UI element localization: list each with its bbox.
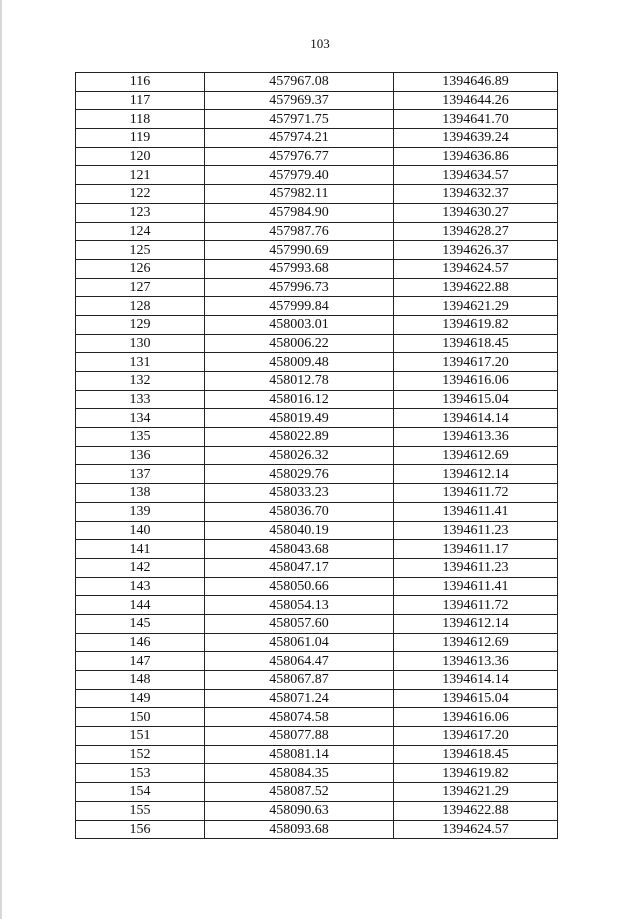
x-coordinate-cell: 458009.48 (205, 353, 394, 372)
y-coordinate-cell: 1394611.41 (394, 502, 558, 521)
table-row (76, 353, 558, 372)
y-coordinate-cell: 1394644.26 (394, 91, 558, 110)
x-coordinate-cell: 457974.21 (205, 129, 394, 148)
table-row (76, 614, 558, 633)
table-row (76, 334, 558, 353)
y-coordinate-cell: 1394636.86 (394, 147, 558, 166)
x-coordinate-cell: 457982.11 (205, 185, 394, 204)
point-number-cell: 156 (76, 820, 205, 839)
table-row (76, 409, 558, 428)
point-number-cell: 149 (76, 689, 205, 708)
point-number-cell: 132 (76, 372, 205, 391)
y-coordinate-cell: 1394646.89 (394, 73, 558, 92)
point-number-cell: 128 (76, 297, 205, 316)
table-row (76, 203, 558, 222)
x-coordinate-cell: 458050.66 (205, 577, 394, 596)
x-coordinate-cell: 458016.12 (205, 390, 394, 409)
point-number-cell: 140 (76, 521, 205, 540)
table-row (76, 110, 558, 129)
point-number-cell: 136 (76, 446, 205, 465)
y-coordinate-cell: 1394612.14 (394, 465, 558, 484)
y-coordinate-cell: 1394619.82 (394, 315, 558, 334)
point-number-cell: 154 (76, 783, 205, 802)
table-row (76, 484, 558, 503)
table-row (76, 540, 558, 559)
table-row (76, 147, 558, 166)
table-row (76, 596, 558, 615)
table-row (76, 521, 558, 540)
point-number-cell: 145 (76, 614, 205, 633)
point-number-cell: 119 (76, 129, 205, 148)
point-number-cell: 121 (76, 166, 205, 185)
y-coordinate-cell: 1394617.20 (394, 353, 558, 372)
y-coordinate-cell: 1394624.57 (394, 820, 558, 839)
point-number-cell: 120 (76, 147, 205, 166)
x-coordinate-cell: 458026.32 (205, 446, 394, 465)
point-number-cell: 133 (76, 390, 205, 409)
x-coordinate-cell: 458022.89 (205, 428, 394, 447)
x-coordinate-cell: 457969.37 (205, 91, 394, 110)
table-row (76, 166, 558, 185)
table-row (76, 241, 558, 260)
y-coordinate-cell: 1394628.27 (394, 222, 558, 241)
x-coordinate-cell: 458047.17 (205, 558, 394, 577)
y-coordinate-cell: 1394639.24 (394, 129, 558, 148)
y-coordinate-cell: 1394611.17 (394, 540, 558, 559)
x-coordinate-cell: 458087.52 (205, 783, 394, 802)
x-coordinate-cell: 458081.14 (205, 745, 394, 764)
y-coordinate-cell: 1394617.20 (394, 727, 558, 746)
point-number-cell: 152 (76, 745, 205, 764)
x-coordinate-cell: 458019.49 (205, 409, 394, 428)
point-number-cell: 134 (76, 409, 205, 428)
point-number-cell: 126 (76, 259, 205, 278)
x-coordinate-cell: 458074.58 (205, 708, 394, 727)
y-coordinate-cell: 1394612.69 (394, 633, 558, 652)
table-row (76, 129, 558, 148)
point-number-cell: 135 (76, 428, 205, 447)
x-coordinate-cell: 458071.24 (205, 689, 394, 708)
x-coordinate-cell: 458064.47 (205, 652, 394, 671)
y-coordinate-cell: 1394618.45 (394, 745, 558, 764)
x-coordinate-cell: 458006.22 (205, 334, 394, 353)
point-number-cell: 118 (76, 110, 205, 129)
y-coordinate-cell: 1394611.23 (394, 558, 558, 577)
table-row (76, 671, 558, 690)
table-row (76, 502, 558, 521)
y-coordinate-cell: 1394630.27 (394, 203, 558, 222)
table-row (76, 185, 558, 204)
x-coordinate-cell: 457967.08 (205, 73, 394, 92)
x-coordinate-cell: 458033.23 (205, 484, 394, 503)
x-coordinate-cell: 458093.68 (205, 820, 394, 839)
table-row (76, 801, 558, 820)
point-number-cell: 144 (76, 596, 205, 615)
table-row (76, 745, 558, 764)
y-coordinate-cell: 1394621.29 (394, 297, 558, 316)
x-coordinate-cell: 457993.68 (205, 259, 394, 278)
y-coordinate-cell: 1394622.88 (394, 801, 558, 820)
x-coordinate-cell: 457976.77 (205, 147, 394, 166)
point-number-cell: 139 (76, 502, 205, 521)
y-coordinate-cell: 1394621.29 (394, 783, 558, 802)
point-number-cell: 116 (76, 73, 205, 92)
table-row (76, 577, 558, 596)
table-row (76, 259, 558, 278)
y-coordinate-cell: 1394613.36 (394, 652, 558, 671)
y-coordinate-cell: 1394615.04 (394, 689, 558, 708)
point-number-cell: 141 (76, 540, 205, 559)
table-row (76, 465, 558, 484)
point-number-cell: 129 (76, 315, 205, 334)
point-number-cell: 124 (76, 222, 205, 241)
x-coordinate-cell: 457996.73 (205, 278, 394, 297)
x-coordinate-cell: 457990.69 (205, 241, 394, 260)
y-coordinate-cell: 1394634.57 (394, 166, 558, 185)
y-coordinate-cell: 1394622.88 (394, 278, 558, 297)
x-coordinate-cell: 458012.78 (205, 372, 394, 391)
y-coordinate-cell: 1394611.72 (394, 596, 558, 615)
x-coordinate-cell: 458029.76 (205, 465, 394, 484)
x-coordinate-cell: 458043.68 (205, 540, 394, 559)
table-row (76, 652, 558, 671)
x-coordinate-cell: 458084.35 (205, 764, 394, 783)
x-coordinate-cell: 458036.70 (205, 502, 394, 521)
point-number-cell: 125 (76, 241, 205, 260)
x-coordinate-cell: 458003.01 (205, 315, 394, 334)
table-row (76, 446, 558, 465)
point-number-cell: 155 (76, 801, 205, 820)
y-coordinate-cell: 1394611.41 (394, 577, 558, 596)
x-coordinate-cell: 458040.19 (205, 521, 394, 540)
table-row (76, 73, 558, 92)
point-number-cell: 130 (76, 334, 205, 353)
y-coordinate-cell: 1394614.14 (394, 409, 558, 428)
x-coordinate-cell: 457971.75 (205, 110, 394, 129)
table-row (76, 727, 558, 746)
x-coordinate-cell: 458090.63 (205, 801, 394, 820)
y-coordinate-cell: 1394626.37 (394, 241, 558, 260)
table-row (76, 633, 558, 652)
y-coordinate-cell: 1394614.14 (394, 671, 558, 690)
point-number-cell: 117 (76, 91, 205, 110)
point-number-cell: 143 (76, 577, 205, 596)
x-coordinate-cell: 457999.84 (205, 297, 394, 316)
y-coordinate-cell: 1394624.57 (394, 259, 558, 278)
y-coordinate-cell: 1394619.82 (394, 764, 558, 783)
y-coordinate-cell: 1394611.23 (394, 521, 558, 540)
coordinates-table (75, 72, 558, 839)
point-number-cell: 153 (76, 764, 205, 783)
table-row (76, 297, 558, 316)
x-coordinate-cell: 458057.60 (205, 614, 394, 633)
y-coordinate-cell: 1394612.14 (394, 614, 558, 633)
table-row (76, 222, 558, 241)
point-number-cell: 146 (76, 633, 205, 652)
y-coordinate-cell: 1394616.06 (394, 708, 558, 727)
point-number-cell: 142 (76, 558, 205, 577)
x-coordinate-cell: 458054.13 (205, 596, 394, 615)
table-row (76, 278, 558, 297)
point-number-cell: 151 (76, 727, 205, 746)
table-row (76, 764, 558, 783)
table-row (76, 91, 558, 110)
y-coordinate-cell: 1394613.36 (394, 428, 558, 447)
point-number-cell: 137 (76, 465, 205, 484)
y-coordinate-cell: 1394611.72 (394, 484, 558, 503)
point-number-cell: 147 (76, 652, 205, 671)
table-row (76, 820, 558, 839)
y-coordinate-cell: 1394612.69 (394, 446, 558, 465)
table-row (76, 558, 558, 577)
x-coordinate-cell: 458067.87 (205, 671, 394, 690)
coordinates-table-body (76, 73, 558, 839)
point-number-cell: 123 (76, 203, 205, 222)
table-row (76, 315, 558, 334)
x-coordinate-cell: 457979.40 (205, 166, 394, 185)
x-coordinate-cell: 458077.88 (205, 727, 394, 746)
scan-edge-line (0, 0, 2, 919)
y-coordinate-cell: 1394615.04 (394, 390, 558, 409)
point-number-cell: 148 (76, 671, 205, 690)
table-row (76, 783, 558, 802)
point-number-cell: 138 (76, 484, 205, 503)
table-row (76, 689, 558, 708)
point-number-cell: 131 (76, 353, 205, 372)
x-coordinate-cell: 457987.76 (205, 222, 394, 241)
table-row (76, 372, 558, 391)
x-coordinate-cell: 457984.90 (205, 203, 394, 222)
page-number: 103 (310, 36, 330, 51)
y-coordinate-cell: 1394641.70 (394, 110, 558, 129)
point-number-cell: 150 (76, 708, 205, 727)
x-coordinate-cell: 458061.04 (205, 633, 394, 652)
y-coordinate-cell: 1394616.06 (394, 372, 558, 391)
point-number-cell: 122 (76, 185, 205, 204)
table-row (76, 708, 558, 727)
table-row (76, 390, 558, 409)
y-coordinate-cell: 1394632.37 (394, 185, 558, 204)
point-number-cell: 127 (76, 278, 205, 297)
y-coordinate-cell: 1394618.45 (394, 334, 558, 353)
table-row (76, 428, 558, 447)
